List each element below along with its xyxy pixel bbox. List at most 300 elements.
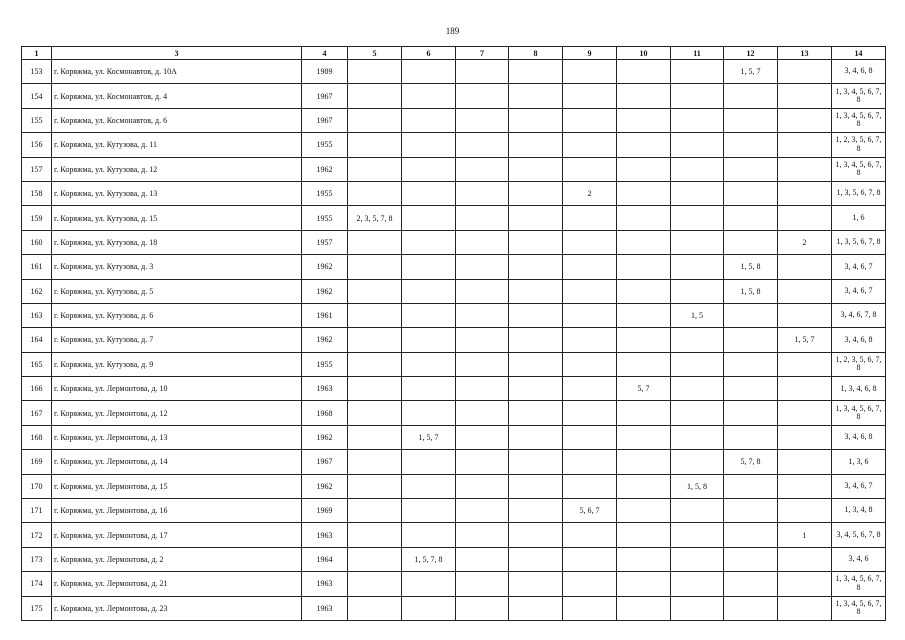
col11-cell	[671, 523, 724, 547]
col14-cell: 1, 3, 4, 5, 6, 7, 8	[832, 157, 886, 181]
column-header: 10	[617, 47, 671, 60]
col13-cell	[778, 377, 832, 401]
address-cell: г. Коряжма, ул. Лермонтова, д. 21	[52, 572, 302, 596]
col7-cell	[456, 60, 509, 84]
col10-cell	[617, 108, 671, 132]
col8-cell	[509, 596, 563, 620]
col14-cell: 1, 3, 4, 5, 6, 7, 8	[832, 108, 886, 132]
col10-cell	[617, 523, 671, 547]
col8-cell	[509, 157, 563, 181]
col7-cell	[456, 572, 509, 596]
col11-cell	[671, 181, 724, 205]
col12-cell: 1, 5, 8	[724, 279, 778, 303]
col12-cell	[724, 84, 778, 108]
address-cell: г. Коряжма, ул. Кутузова, д. 3	[52, 255, 302, 279]
col7-cell	[456, 108, 509, 132]
year-cell: 1961	[302, 303, 348, 327]
col11-cell	[671, 499, 724, 523]
col7-cell	[456, 474, 509, 498]
col8-cell	[509, 230, 563, 254]
table-row	[22, 499, 886, 523]
housing-registry-table	[21, 46, 886, 621]
column-header: 7	[456, 47, 509, 60]
col12-cell	[724, 108, 778, 132]
row-number-cell: 156	[22, 133, 52, 157]
row-number-cell: 165	[22, 352, 52, 376]
col10-cell	[617, 60, 671, 84]
row-number-cell: 166	[22, 377, 52, 401]
col11-cell	[671, 157, 724, 181]
year-cell: 1963	[302, 572, 348, 596]
col8-cell	[509, 499, 563, 523]
col6-cell	[402, 572, 456, 596]
year-cell: 1963	[302, 377, 348, 401]
table-row	[22, 230, 886, 254]
col7-cell	[456, 425, 509, 449]
col5-cell	[348, 352, 402, 376]
col8-cell	[509, 401, 563, 425]
table-row	[22, 450, 886, 474]
column-header: 6	[402, 47, 456, 60]
col7-cell	[456, 181, 509, 205]
col5-cell	[348, 596, 402, 620]
col8-cell	[509, 84, 563, 108]
col7-cell	[456, 157, 509, 181]
col11-cell	[671, 450, 724, 474]
col12-cell	[724, 425, 778, 449]
address-cell: г. Коряжма, ул. Лермонтова, д. 15	[52, 474, 302, 498]
col13-cell	[778, 499, 832, 523]
row-number-cell: 174	[22, 572, 52, 596]
address-cell: г. Коряжма, ул. Кутузова, д. 18	[52, 230, 302, 254]
year-cell: 1964	[302, 547, 348, 571]
col10-cell	[617, 450, 671, 474]
col12-cell	[724, 352, 778, 376]
col13-cell	[778, 401, 832, 425]
col7-cell	[456, 255, 509, 279]
address-cell: г. Коряжма, ул. Кутузова, д. 5	[52, 279, 302, 303]
row-number-cell: 163	[22, 303, 52, 327]
row-number-cell: 164	[22, 328, 52, 352]
col7-cell	[456, 328, 509, 352]
table-row	[22, 328, 886, 352]
row-number-cell: 153	[22, 60, 52, 84]
year-cell: 1969	[302, 499, 348, 523]
col13-cell	[778, 352, 832, 376]
col9-cell: 5, 6, 7	[563, 499, 617, 523]
table-row	[22, 60, 886, 84]
row-number-cell: 159	[22, 206, 52, 230]
column-header: 4	[302, 47, 348, 60]
address-cell: г. Коряжма, ул. Лермонтова, д. 13	[52, 425, 302, 449]
row-number-cell: 161	[22, 255, 52, 279]
col9-cell	[563, 572, 617, 596]
col6-cell	[402, 352, 456, 376]
col7-cell	[456, 401, 509, 425]
table-row	[22, 596, 886, 620]
address-cell: г. Коряжма, ул. Лермонтова, д. 23	[52, 596, 302, 620]
col13-cell	[778, 60, 832, 84]
col8-cell	[509, 133, 563, 157]
col8-cell	[509, 279, 563, 303]
col10-cell	[617, 572, 671, 596]
col7-cell	[456, 206, 509, 230]
col13-cell	[778, 108, 832, 132]
col12-cell	[724, 499, 778, 523]
col9-cell	[563, 328, 617, 352]
col5-cell	[348, 450, 402, 474]
col11-cell	[671, 377, 724, 401]
col14-cell: 1, 3, 5, 6, 7, 8	[832, 181, 886, 205]
col9-cell	[563, 108, 617, 132]
col14-cell: 3, 4, 6, 7	[832, 279, 886, 303]
col13-cell	[778, 425, 832, 449]
column-header: 3	[52, 47, 302, 60]
col12-cell: 1, 5, 7	[724, 60, 778, 84]
row-number-cell: 154	[22, 84, 52, 108]
row-number-cell: 172	[22, 523, 52, 547]
col12-cell	[724, 328, 778, 352]
col10-cell	[617, 425, 671, 449]
col9-cell	[563, 84, 617, 108]
table-row	[22, 572, 886, 596]
year-cell: 1967	[302, 108, 348, 132]
year-cell: 1962	[302, 279, 348, 303]
col5-cell	[348, 328, 402, 352]
col13-cell	[778, 596, 832, 620]
col14-cell: 1, 3, 4, 5, 6, 7, 8	[832, 596, 886, 620]
row-number-cell: 158	[22, 181, 52, 205]
col12-cell	[724, 157, 778, 181]
address-cell: г. Коряжма, ул. Кутузова, д. 12	[52, 157, 302, 181]
address-cell: г. Коряжма, ул. Кутузова, д. 15	[52, 206, 302, 230]
year-cell: 1968	[302, 401, 348, 425]
col11-cell	[671, 60, 724, 84]
col5-cell	[348, 499, 402, 523]
row-number-cell: 162	[22, 279, 52, 303]
col8-cell	[509, 450, 563, 474]
col14-cell: 3, 4, 5, 6, 7, 8	[832, 523, 886, 547]
col5-cell	[348, 401, 402, 425]
col8-cell	[509, 255, 563, 279]
col8-cell	[509, 60, 563, 84]
col6-cell	[402, 303, 456, 327]
year-cell: 1957	[302, 230, 348, 254]
year-cell: 1962	[302, 328, 348, 352]
col6-cell	[402, 499, 456, 523]
col10-cell	[617, 328, 671, 352]
col5-cell: 2, 3, 5, 7, 8	[348, 206, 402, 230]
col11-cell	[671, 352, 724, 376]
col14-cell: 1, 3, 6	[832, 450, 886, 474]
col13-cell	[778, 181, 832, 205]
col14-cell: 1, 3, 4, 5, 6, 7, 8	[832, 401, 886, 425]
col13-cell	[778, 255, 832, 279]
col8-cell	[509, 206, 563, 230]
row-number-cell: 171	[22, 499, 52, 523]
table-row	[22, 401, 886, 425]
col11-cell	[671, 596, 724, 620]
col6-cell	[402, 377, 456, 401]
col10-cell	[617, 401, 671, 425]
table-row	[22, 108, 886, 132]
col7-cell	[456, 450, 509, 474]
col8-cell	[509, 352, 563, 376]
col11-cell	[671, 328, 724, 352]
row-number-cell: 167	[22, 401, 52, 425]
row-number-cell: 173	[22, 547, 52, 571]
col7-cell	[456, 596, 509, 620]
table-row	[22, 352, 886, 376]
col13-cell	[778, 84, 832, 108]
column-header: 12	[724, 47, 778, 60]
col11-cell: 1, 5, 8	[671, 474, 724, 498]
col12-cell	[724, 230, 778, 254]
col14-cell: 1, 3, 4, 5, 6, 7, 8	[832, 572, 886, 596]
address-cell: г. Коряжма, ул. Космонавтов, д. 6	[52, 108, 302, 132]
column-header: 5	[348, 47, 402, 60]
col6-cell	[402, 523, 456, 547]
col8-cell	[509, 474, 563, 498]
col6-cell	[402, 596, 456, 620]
year-cell: 1955	[302, 133, 348, 157]
col13-cell	[778, 572, 832, 596]
col10-cell	[617, 547, 671, 571]
table-row	[22, 425, 886, 449]
col5-cell	[348, 303, 402, 327]
col13-cell	[778, 474, 832, 498]
row-number-cell: 157	[22, 157, 52, 181]
col13-cell: 1	[778, 523, 832, 547]
col14-cell: 3, 4, 6, 7	[832, 474, 886, 498]
col9-cell	[563, 450, 617, 474]
table-header-row	[22, 47, 886, 60]
col14-cell: 1, 3, 5, 6, 7, 8	[832, 230, 886, 254]
col5-cell	[348, 547, 402, 571]
col12-cell	[724, 523, 778, 547]
column-header: 14	[832, 47, 886, 60]
col10-cell	[617, 181, 671, 205]
address-cell: г. Коряжма, ул. Лермонтова, д. 12	[52, 401, 302, 425]
col9-cell	[563, 401, 617, 425]
col8-cell	[509, 328, 563, 352]
col5-cell	[348, 181, 402, 205]
year-cell: 1962	[302, 425, 348, 449]
row-number-cell: 155	[22, 108, 52, 132]
col11-cell	[671, 206, 724, 230]
page-number: 189	[445, 26, 460, 36]
row-number-cell: 170	[22, 474, 52, 498]
col9-cell	[563, 206, 617, 230]
col13-cell	[778, 157, 832, 181]
table-row	[22, 377, 886, 401]
col9-cell	[563, 133, 617, 157]
year-cell: 1963	[302, 523, 348, 547]
address-cell: г. Коряжма, ул. Кутузова, д. 7	[52, 328, 302, 352]
col8-cell	[509, 303, 563, 327]
address-cell: г. Коряжма, ул. Кутузова, д. 9	[52, 352, 302, 376]
col5-cell	[348, 572, 402, 596]
col14-cell: 3, 4, 6, 8	[832, 60, 886, 84]
col9-cell	[563, 523, 617, 547]
col9-cell	[563, 596, 617, 620]
col13-cell	[778, 450, 832, 474]
table-row	[22, 547, 886, 571]
address-cell: г. Коряжма, ул. Лермонтова, д. 16	[52, 499, 302, 523]
col6-cell	[402, 401, 456, 425]
col7-cell	[456, 230, 509, 254]
col5-cell	[348, 108, 402, 132]
year-cell: 1967	[302, 84, 348, 108]
col7-cell	[456, 133, 509, 157]
col5-cell	[348, 133, 402, 157]
col13-cell	[778, 206, 832, 230]
col12-cell: 1, 5, 8	[724, 255, 778, 279]
address-cell: г. Коряжма, ул. Лермонтова, д. 17	[52, 523, 302, 547]
col14-cell: 3, 4, 6, 7	[832, 255, 886, 279]
row-number-cell: 168	[22, 425, 52, 449]
col7-cell	[456, 84, 509, 108]
col14-cell: 1, 3, 4, 5, 6, 7, 8	[832, 84, 886, 108]
col7-cell	[456, 303, 509, 327]
col12-cell	[724, 181, 778, 205]
col6-cell	[402, 230, 456, 254]
col6-cell	[402, 474, 456, 498]
col5-cell	[348, 377, 402, 401]
col6-cell	[402, 279, 456, 303]
year-cell: 1955	[302, 206, 348, 230]
col14-cell: 1, 3, 4, 6, 8	[832, 377, 886, 401]
col6-cell: 1, 5, 7, 8	[402, 547, 456, 571]
col12-cell	[724, 596, 778, 620]
col5-cell	[348, 60, 402, 84]
column-header: 13	[778, 47, 832, 60]
col10-cell	[617, 157, 671, 181]
col14-cell: 3, 4, 6, 8	[832, 328, 886, 352]
col12-cell	[724, 377, 778, 401]
col8-cell	[509, 572, 563, 596]
col8-cell	[509, 108, 563, 132]
col5-cell	[348, 279, 402, 303]
year-cell: 1962	[302, 157, 348, 181]
column-header: 9	[563, 47, 617, 60]
col9-cell	[563, 230, 617, 254]
col8-cell	[509, 547, 563, 571]
col9-cell	[563, 303, 617, 327]
col7-cell	[456, 499, 509, 523]
col9-cell: 2	[563, 181, 617, 205]
col6-cell	[402, 133, 456, 157]
col14-cell: 1, 2, 3, 5, 6, 7, 8	[832, 133, 886, 157]
address-cell: г. Коряжма, ул. Кутузова, д. 6	[52, 303, 302, 327]
col5-cell	[348, 255, 402, 279]
col8-cell	[509, 425, 563, 449]
col5-cell	[348, 84, 402, 108]
col11-cell	[671, 84, 724, 108]
table-row	[22, 303, 886, 327]
col11-cell	[671, 133, 724, 157]
year-cell: 1989	[302, 60, 348, 84]
col9-cell	[563, 425, 617, 449]
col10-cell	[617, 206, 671, 230]
column-header: 11	[671, 47, 724, 60]
col11-cell	[671, 230, 724, 254]
col14-cell: 3, 4, 6	[832, 547, 886, 571]
col13-cell: 1, 5, 7	[778, 328, 832, 352]
table-row	[22, 279, 886, 303]
col14-cell: 1, 2, 3, 5, 6, 7, 8	[832, 352, 886, 376]
address-cell: г. Коряжма, ул. Лермонтова, д. 10	[52, 377, 302, 401]
col14-cell: 3, 4, 6, 8	[832, 425, 886, 449]
col10-cell	[617, 230, 671, 254]
col13-cell	[778, 133, 832, 157]
col9-cell	[563, 474, 617, 498]
table-row	[22, 84, 886, 108]
col6-cell	[402, 181, 456, 205]
col14-cell: 1, 3, 4, 8	[832, 499, 886, 523]
col8-cell	[509, 523, 563, 547]
col10-cell	[617, 474, 671, 498]
row-number-cell: 169	[22, 450, 52, 474]
col10-cell	[617, 279, 671, 303]
address-cell: г. Коряжма, ул. Космонавтов, д. 4	[52, 84, 302, 108]
table-row	[22, 181, 886, 205]
year-cell: 1962	[302, 474, 348, 498]
col12-cell: 5, 7, 8	[724, 450, 778, 474]
address-cell: г. Коряжма, ул. Кутузова, д. 13	[52, 181, 302, 205]
col13-cell: 2	[778, 230, 832, 254]
table-row	[22, 133, 886, 157]
col12-cell	[724, 133, 778, 157]
year-cell: 1955	[302, 181, 348, 205]
col11-cell	[671, 108, 724, 132]
column-header: 8	[509, 47, 563, 60]
col11-cell	[671, 425, 724, 449]
col7-cell	[456, 547, 509, 571]
col10-cell	[617, 499, 671, 523]
col14-cell: 3, 4, 6, 7, 8	[832, 303, 886, 327]
col6-cell	[402, 157, 456, 181]
column-header: 1	[22, 47, 52, 60]
year-cell: 1955	[302, 352, 348, 376]
col6-cell	[402, 450, 456, 474]
col11-cell	[671, 572, 724, 596]
col6-cell	[402, 255, 456, 279]
address-cell: г. Коряжма, ул. Лермонтова, д. 14	[52, 450, 302, 474]
col6-cell	[402, 60, 456, 84]
table-row	[22, 206, 886, 230]
col5-cell	[348, 230, 402, 254]
col9-cell	[563, 352, 617, 376]
col7-cell	[456, 352, 509, 376]
address-cell: г. Коряжма, ул. Кутузова, д. 11	[52, 133, 302, 157]
col11-cell: 1, 5	[671, 303, 724, 327]
col5-cell	[348, 474, 402, 498]
col12-cell	[724, 474, 778, 498]
col7-cell	[456, 377, 509, 401]
col7-cell	[456, 279, 509, 303]
col6-cell	[402, 206, 456, 230]
col5-cell	[348, 523, 402, 547]
col6-cell	[402, 108, 456, 132]
col6-cell	[402, 84, 456, 108]
year-cell: 1967	[302, 450, 348, 474]
col10-cell	[617, 133, 671, 157]
row-number-cell: 175	[22, 596, 52, 620]
col13-cell	[778, 547, 832, 571]
col8-cell	[509, 181, 563, 205]
col10-cell: 5, 7	[617, 377, 671, 401]
